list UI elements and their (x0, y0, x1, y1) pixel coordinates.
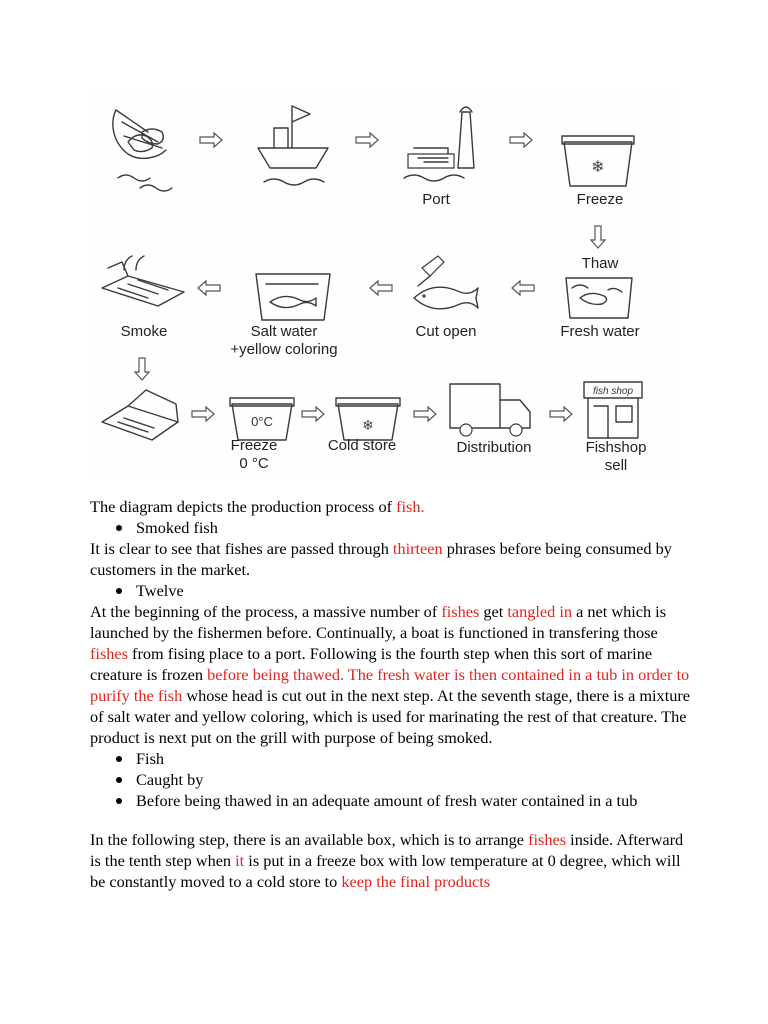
list-item: Caught by (90, 769, 690, 790)
label-smoke: Smoke (120, 323, 168, 340)
shop-sign-text: fish shop (592, 386, 634, 397)
arrow-9 (192, 407, 214, 421)
paragraph-overview: It is clear to see that fishes are passed through thirteen phrases before being consumed by customers in the market. (90, 539, 672, 579)
label-cut-open: Cut open (415, 323, 477, 340)
label-cold-store: Cold store (327, 437, 397, 454)
list-item: Smoked fish (90, 517, 690, 538)
fresh-water-tub-icon (566, 278, 632, 318)
list-item: Fish (90, 748, 690, 769)
open-box-icon (102, 390, 178, 440)
svg-text:❄: ❄ (362, 418, 374, 434)
smoke-grill-icon (102, 256, 184, 306)
port-icon (404, 107, 474, 181)
label-thaw: Thaw (581, 255, 619, 272)
truck-icon (450, 384, 530, 436)
paragraph-body-1: At the beginning of the process, a massive number of fishes get tangled in a net which is launched by the fishermen before. Continually, a boat is functioned in transfering those fishes from fising place to a port. Following is the fourth step when this sort of marine creature is frozen before being thawed. The fresh water is then contained in a tub in order to purify the fish whose head is cut out in the next step. At the seventh stage, there is a mixture of salt water and yellow coloring, which is used for marinating the rest of that creature. The product is next put on the grill with purpose of being smoked. (90, 602, 691, 747)
arrow-4 (591, 226, 605, 248)
knife-fish-icon (414, 256, 478, 309)
bullet-list-1 (90, 517, 690, 538)
arrow-10 (302, 407, 324, 421)
arrow-5 (512, 281, 534, 295)
label-freeze: Freeze (576, 191, 624, 208)
arrow-12 (550, 407, 572, 421)
arrow-3 (510, 133, 532, 147)
fishing-net-icon (113, 110, 172, 191)
paragraph-intro: The diagram depicts the production process of fish. (90, 497, 425, 516)
label-port: Port (422, 191, 450, 208)
list-item: Twelve (90, 580, 690, 601)
bullet-list-3 (90, 748, 690, 811)
label-distribution: Distribution (456, 439, 532, 456)
essay-text (90, 496, 690, 892)
arrow-8 (135, 358, 149, 380)
cold-store-box-icon (336, 398, 400, 440)
arrow-1 (200, 133, 222, 147)
arrow-11 (414, 407, 436, 421)
salt-water-tub-icon (256, 274, 330, 320)
list-item: Before being thawed in an adequate amount of fresh water contained in a tub (90, 790, 690, 811)
label-zero-degree: 0 °C (239, 455, 269, 472)
paragraph-body-2: In the following step, there is an available box, which is to arrange fishes inside. Afterward is the tenth step when it is put in a freeze box with low temperature at 0 degree, which will be constantly moved to a cold store to keep the final products (90, 830, 684, 891)
arrow-7 (198, 281, 220, 295)
arrow-2 (356, 133, 378, 147)
box-temp-label: 0°C (251, 414, 273, 429)
label-fresh-water: Fresh water (560, 323, 640, 340)
label-salt-water: Salt water (250, 323, 318, 340)
svg-text:❄: ❄ (591, 157, 605, 176)
label-sell: sell (604, 457, 628, 474)
arrow-6 (370, 281, 392, 295)
label-yellow-coloring: +yellow coloring (230, 341, 338, 358)
bullet-list-2 (90, 580, 690, 601)
process-diagram (88, 92, 680, 480)
freeze-box-icon (562, 136, 634, 186)
label-freeze-0: Freeze (230, 437, 278, 454)
label-fishshop: Fishshop (585, 439, 647, 456)
boat-icon (258, 106, 328, 185)
